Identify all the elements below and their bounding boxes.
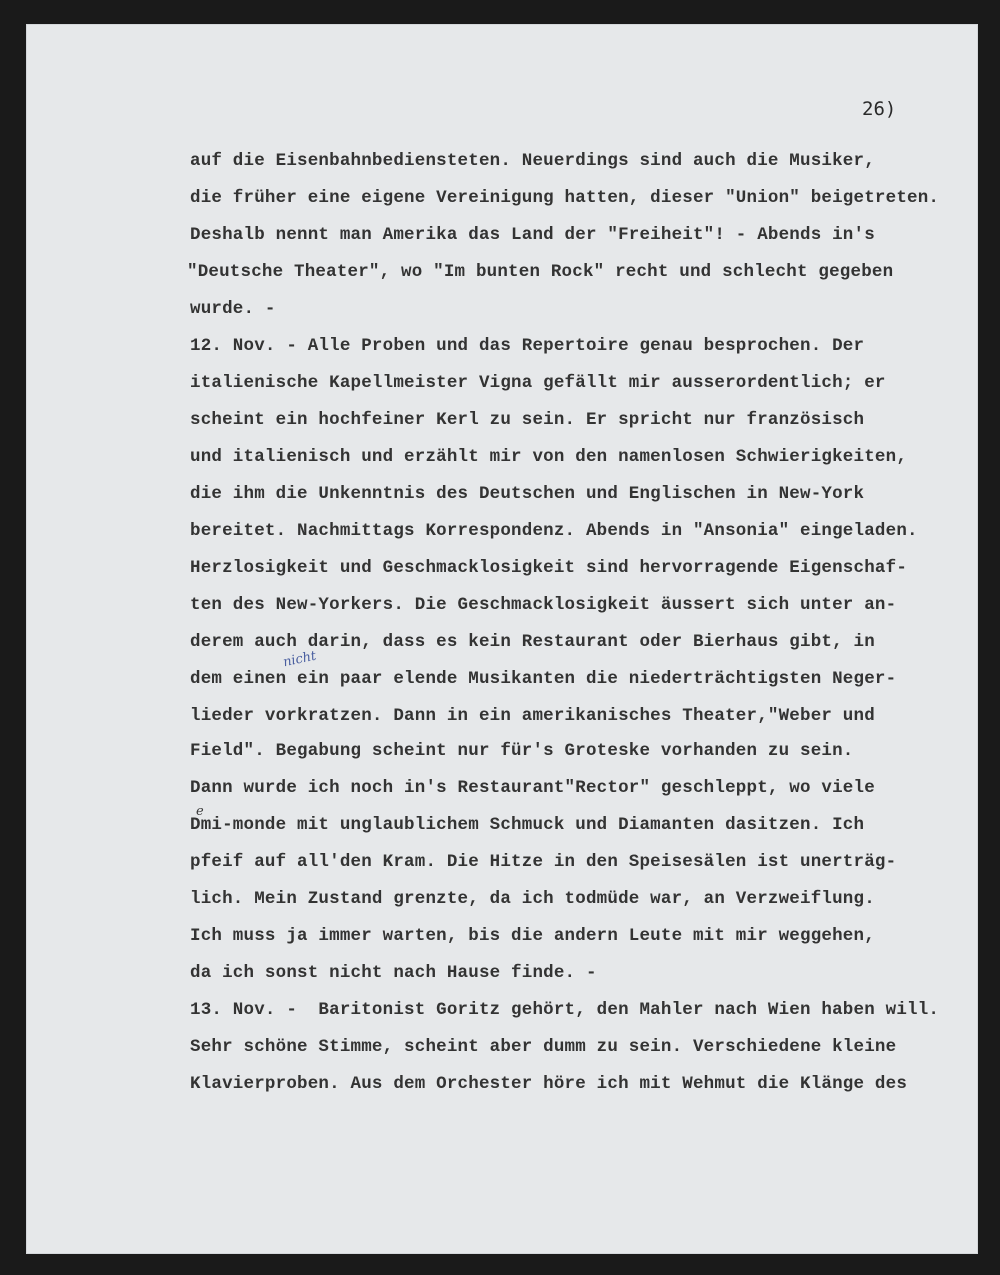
text-line: dem einen ein paar elende Musikanten die niederträchtigsten Neger- (190, 669, 897, 689)
handwritten-insertion: nicht (281, 648, 318, 671)
text-line: Klavierproben. Aus dem Orchester höre ich mit Wehmut die Klänge des (190, 1074, 908, 1094)
text-line: wurde. - (190, 299, 276, 319)
handwritten-correction: e (196, 804, 204, 819)
text-line: lieder vorkratzen. Dann in ein amerikanisches Theater,"Weber und (190, 706, 875, 726)
text-line: Dmi-monde mit unglaublichem Schmuck und Diamanten dasitzen. Ich (190, 815, 865, 835)
text-line: Dann wurde ich noch in's Restaurant"Rector" geschleppt, wo viele (190, 778, 875, 798)
text-line: pfeif auf all'den Kram. Die Hitze in den Speisesälen ist unerträg- (190, 852, 897, 872)
text-line: derem auch darin, dass es kein Restaurant oder Bierhaus gibt, in (190, 632, 875, 652)
text-line: bereitet. Nachmittags Korrespondenz. Abends in "Ansonia" eingeladen. (190, 521, 918, 541)
text-line: die früher eine eigene Vereinigung hatten, dieser "Union" beigetreten. (190, 188, 940, 208)
text-line: Ich muss ja immer warten, bis die andern Leute mit mir weggehen, (190, 926, 875, 946)
text-line: scheint ein hochfeiner Kerl zu sein. Er spricht nur französisch (190, 410, 865, 430)
text-line: auf die Eisenbahnbediensteten. Neuerdings sind auch die Musiker, (190, 151, 875, 171)
text-line: lich. Mein Zustand grenzte, da ich todmüde war, an Verzweiflung. (190, 889, 875, 909)
text-line: italienische Kapellmeister Vigna gefällt mir ausserordentlich; er (190, 373, 886, 393)
text-line: Field". Begabung scheint nur für's Groteske vorhanden zu sein. (190, 741, 854, 761)
text-line: 13. Nov. - Baritonist Goritz gehört, den Mahler nach Wien haben will. (190, 1000, 940, 1020)
text-line: "Deutsche Theater", wo "Im bunten Rock" recht und schlecht gegeben (187, 262, 894, 282)
text-line: da ich sonst nicht nach Hause finde. - (190, 963, 597, 983)
text-line: Deshalb nennt man Amerika das Land der "Freiheit"! - Abends in's (190, 225, 875, 245)
text-line: 12. Nov. - Alle Proben und das Repertoire genau besprochen. Der (190, 336, 865, 356)
page-number: 26) (862, 98, 897, 120)
text-line: und italienisch und erzählt mir von den namenlosen Schwierigkeiten, (190, 447, 908, 467)
text-line: Herzlosigkeit und Geschmacklosigkeit sind hervorragende Eigenschaf- (190, 558, 908, 578)
text-line: die ihm die Unkenntnis des Deutschen und Englischen in New-York (190, 484, 865, 504)
text-line: Sehr schöne Stimme, scheint aber dumm zu sein. Verschiedene kleine (190, 1037, 897, 1057)
text-line: ten des New-Yorkers. Die Geschmacklosigkeit äussert sich unter an- (190, 595, 897, 615)
